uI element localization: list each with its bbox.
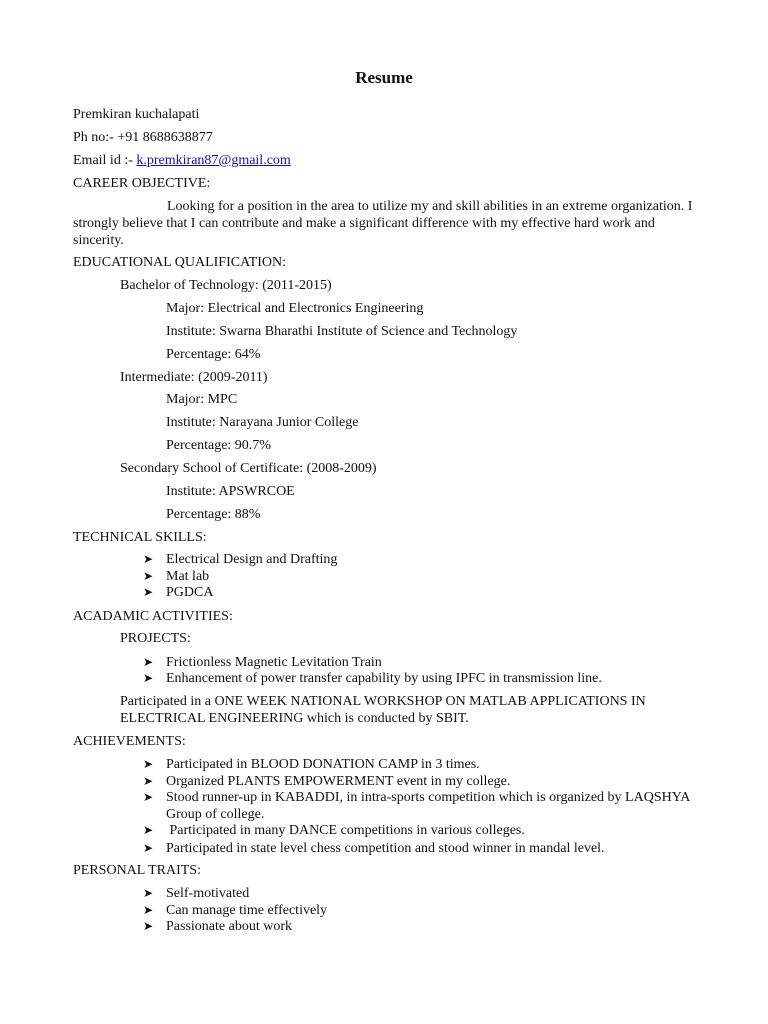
achievement-item: Participated in many DANCE competitions in various colleges.: [166, 823, 525, 838]
email-label: Email id :-: [73, 153, 137, 168]
arrowhead-bullet-icon: ➤: [143, 552, 154, 566]
career-objective-body: Looking for a position in the area to utilize my and skill abilities in an extreme organization. I strongly believe that I can contribute and make a significant difference with my effective hard work and sincerity.: [73, 199, 693, 248]
achievement-item: Participated in BLOOD DONATION CAMP in 3 times.: [166, 757, 480, 772]
skill-item: Mat lab: [166, 569, 210, 584]
arrowhead-bullet-icon: ➤: [143, 903, 154, 917]
achievement-item: Organized PLANTS EMPOWERMENT event in my college.: [166, 774, 511, 789]
inter-major: Major: MPC: [166, 392, 238, 407]
achievement-item: Participated in state level chess competition and stood winner in mandal level.: [166, 841, 605, 856]
ssc-institute: Institute: APSWRCOE: [166, 484, 295, 499]
skill-item: Electrical Design and Drafting: [166, 552, 338, 567]
email-line: [73, 152, 291, 169]
arrowhead-bullet-icon: ➤: [143, 774, 154, 788]
phone-label: Ph no:-: [73, 130, 118, 145]
ssc-title: Secondary School of Certificate: (2008-2009): [120, 461, 377, 476]
arrowhead-bullet-icon: ➤: [143, 655, 154, 669]
btech-percentage: Percentage: 64%: [166, 347, 261, 362]
candidate-name: Premkiran kuchalapati: [73, 107, 200, 122]
education-heading: EDUCATIONAL QUALIFICATION:: [73, 255, 286, 270]
arrowhead-bullet-icon: ➤: [143, 569, 154, 583]
skill-item: PGDCA: [166, 585, 214, 600]
phone-line: [73, 129, 213, 146]
inter-institute: Institute: Narayana Junior College: [166, 415, 359, 430]
trait-item: Passionate about work: [166, 919, 292, 934]
btech-major: Major: Electrical and Electronics Engineering: [166, 301, 424, 316]
arrowhead-bullet-icon: ➤: [143, 585, 154, 599]
technical-skills-heading: TECHNICAL SKILLS:: [73, 530, 207, 545]
trait-item: Can manage time effectively: [166, 903, 328, 918]
academic-activities-heading: ACADAMIC ACTIVITIES:: [73, 609, 233, 624]
phone-number: +91 8688638877: [117, 130, 213, 145]
arrowhead-bullet-icon: ➤: [143, 919, 154, 933]
btech-institute: Institute: Swarna Bharathi Institute of Science and Technology: [166, 324, 518, 339]
email-link[interactable]: k.premkiran87@gmail.com: [136, 153, 291, 168]
ssc-percentage: Percentage: 88%: [166, 507, 261, 522]
workshop-text: Participated in a ONE WEEK NATIONAL WORKSHOP ON MATLAB APPLICATIONS IN ELECTRICAL ENGINEERING which is conducted by SBIT.: [120, 694, 646, 726]
personal-traits-heading: PERSONAL TRAITS:: [73, 863, 201, 878]
btech-title: Bachelor of Technology: (2011-2015): [120, 278, 332, 293]
projects-heading: PROJECTS:: [120, 631, 191, 646]
arrowhead-bullet-icon: ➤: [143, 671, 154, 685]
page-title: Resume: [355, 68, 413, 87]
inter-title: Intermediate: (2009-2011): [120, 370, 268, 385]
achievement-item: Stood runner-up in KABADDI, in intra-sports competition which is organized by LAQSHYA Group of college.: [166, 790, 690, 822]
arrowhead-bullet-icon: ➤: [143, 841, 154, 855]
achievements-heading: ACHIEVEMENTS:: [73, 734, 186, 749]
inter-percentage: Percentage: 90.7%: [166, 438, 271, 453]
trait-item: Self-motivated: [166, 886, 250, 901]
arrowhead-bullet-icon: ➤: [143, 790, 154, 804]
project-item: Enhancement of power transfer capability by using IPFC in transmission line.: [166, 671, 602, 686]
arrowhead-bullet-icon: ➤: [143, 886, 154, 900]
list-item: [143, 789, 703, 823]
project-item: Frictionless Magnetic Levitation Train: [166, 655, 382, 670]
arrowhead-bullet-icon: ➤: [143, 757, 154, 771]
career-objective-text: [73, 198, 698, 249]
career-objective-heading: CAREER OBJECTIVE:: [73, 176, 211, 191]
arrowhead-bullet-icon: ➤: [143, 823, 154, 837]
